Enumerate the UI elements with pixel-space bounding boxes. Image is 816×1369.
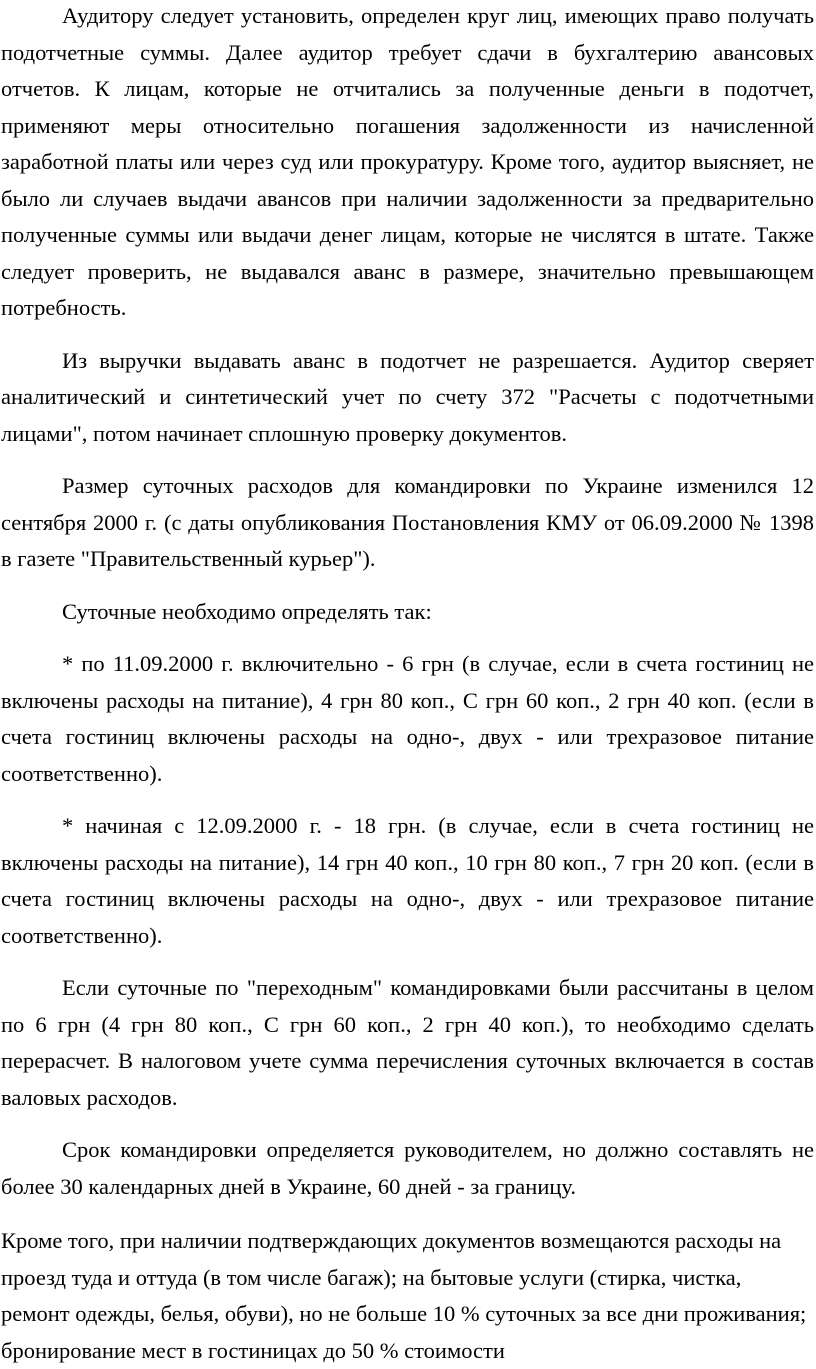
paragraph-reimbursed-expenses: Кроме того, при наличии подтверждающих документов возмещаются расходы на проезд туда и оттуда (в том числе багаж); на бытовые услуги (стирка, чистка, ремонт одежды, белья, обуви), но не больше 10 % суточных за все дни проживания; бронирование мест в гостиницах до 50 % стоимости [1,1228,807,1363]
paragraph-revenue-advance: Из выручки выдавать аванс в подотчет не разрешается. Аудитор сверяет аналитический и синтетический учет по счету 372 "Расчеты с подотчетными лицами", потом начинает сплошную проверку документов. [1,347,814,446]
paragraph-recalculation: Если суточные по "переходным" командировками были рассчитаны в целом по 6 грн (4 грн 80 коп., С грн 60 коп., 2 грн 40 коп.), то необходимо сделать перерасчет. В налоговом учете сумма перечисления суточных включается в состав валовых расходов. [1,975,814,1110]
paragraph-auditor-checks: Аудитору следует установить, определен круг лиц, имеющих право получать подотчетные суммы. Далее аудитор требует сдачи в бухгалтерию авансовых отчетов. К лицам, которые не отчитались за полученные деньги в подотчет, применяют меры относительно погашения задолженности из начисленной заработной платы или через суд или прокуратуру. Кроме того, аудитор выясняет, не было ли случаев выдачи авансов при наличии задолженности за предварительно полученные суммы или выдачи денег лицам, которые не числятся в штате. Также следует проверить, не выдавался аванс в размере, значительно превышающем потребность. [1,3,814,320]
paragraph-trip-duration: Срок командировки определяется руководителем, но должно составлять не более 30 календарных дней в Украине, 60 дней - за границу. [1,1137,814,1199]
paragraph-allowance-after: * начиная с 12.09.2000 г. - 18 грн. (в случае, если в счета гостиниц не включены расходы на питание), 14 грн 40 коп., 10 грн 80 коп., 7 грн 20 коп. (если в счета гостиниц включены расходы на одно-, двух - или трехразовое питание соответственно). [1,813,814,948]
paragraph-allowance-before: * по 11.09.2000 г. включительно - 6 грн (в случае, если в счета гостиниц не включены расходы на питание), 4 грн 80 коп., С грн 60 коп., 2 грн 40 коп. (если в счета гостиниц включены расходы на одно-, двух - или трехразовое питание соответственно). [1,651,814,786]
paragraph-daily-allowance-change: Размер суточных расходов для командировки по Украине изменился 12 сентября 2000 г. (с даты опубликования Постановления КМУ от 06.09.2000 № 1398 в газете "Правительственный курьер"). [1,473,814,571]
paragraph-allowance-intro: Суточные необходимо определять так: [62,598,432,624]
